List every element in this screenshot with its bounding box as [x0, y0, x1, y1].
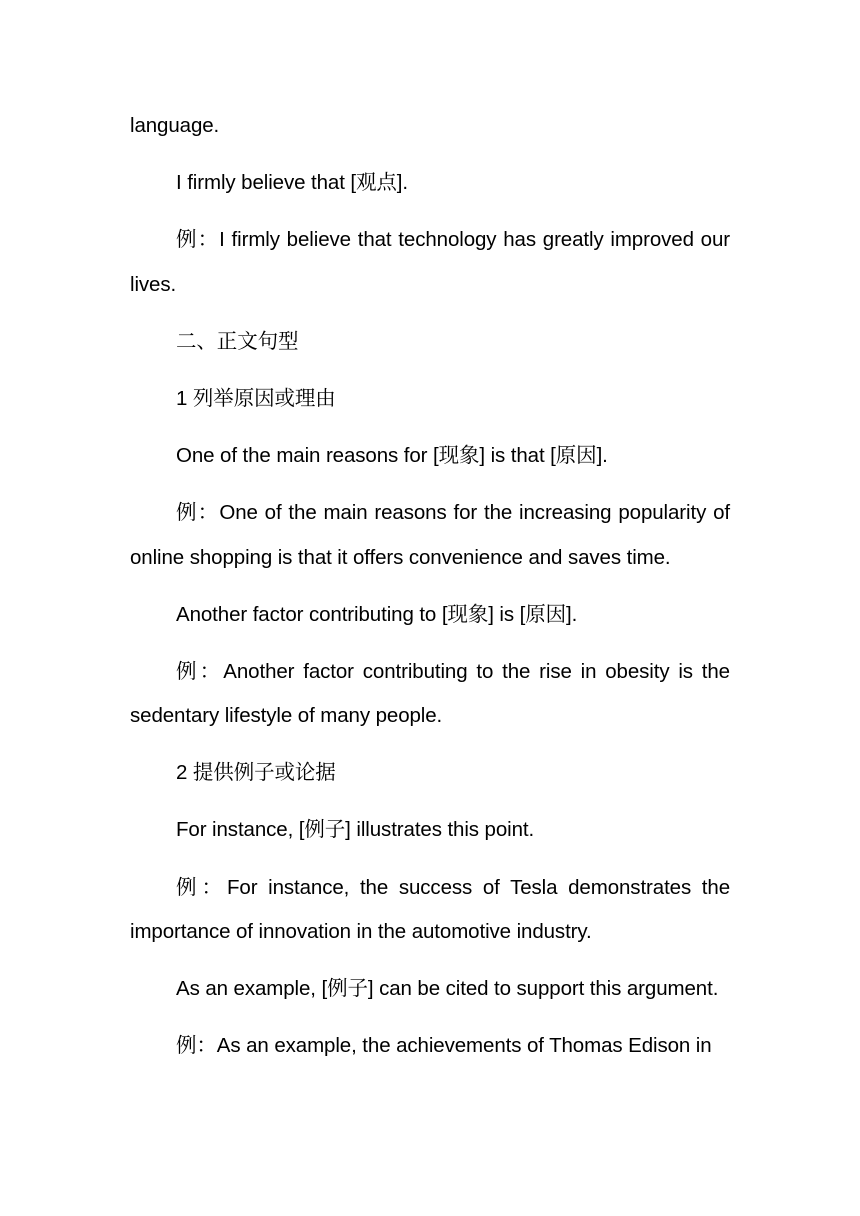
paragraph: 例：I firmly believe that technology has greatly improved our lives.: [130, 228, 730, 296]
section-heading: 二、正文句型: [176, 329, 299, 353]
paragraph: Another factor contributing to [现象] is [原因].: [176, 602, 578, 626]
paragraph: As an example, [例子] can be cited to support this argument.: [176, 977, 719, 1001]
subsection-heading: 2 提供例子或论据: [176, 761, 336, 785]
paragraph: 例：Another factor contributing to the rise in obesity is the sedentary lifestyle of many people.: [130, 659, 730, 728]
paragraph: One of the main reasons for [现象] is that [原因].: [176, 443, 608, 467]
paragraph: language.: [130, 114, 220, 137]
subsection-heading: 1 列举原因或理由: [176, 386, 336, 410]
paragraph: 例：As an example, the achievements of Thomas Edison in: [176, 1034, 712, 1058]
paragraph: 例：One of the main reasons for the increasing popularity of online shopping is that it offers convenience and saves time.: [130, 501, 730, 569]
paragraph: For instance, [例子] illustrates this point.: [176, 818, 535, 842]
document-page: [130, 104, 730, 1081]
paragraph: I firmly believe that [观点].: [176, 171, 408, 195]
paragraph: 例：For instance, the success of Tesla demonstrates the importance of innovation in the automotive industry.: [130, 875, 730, 944]
